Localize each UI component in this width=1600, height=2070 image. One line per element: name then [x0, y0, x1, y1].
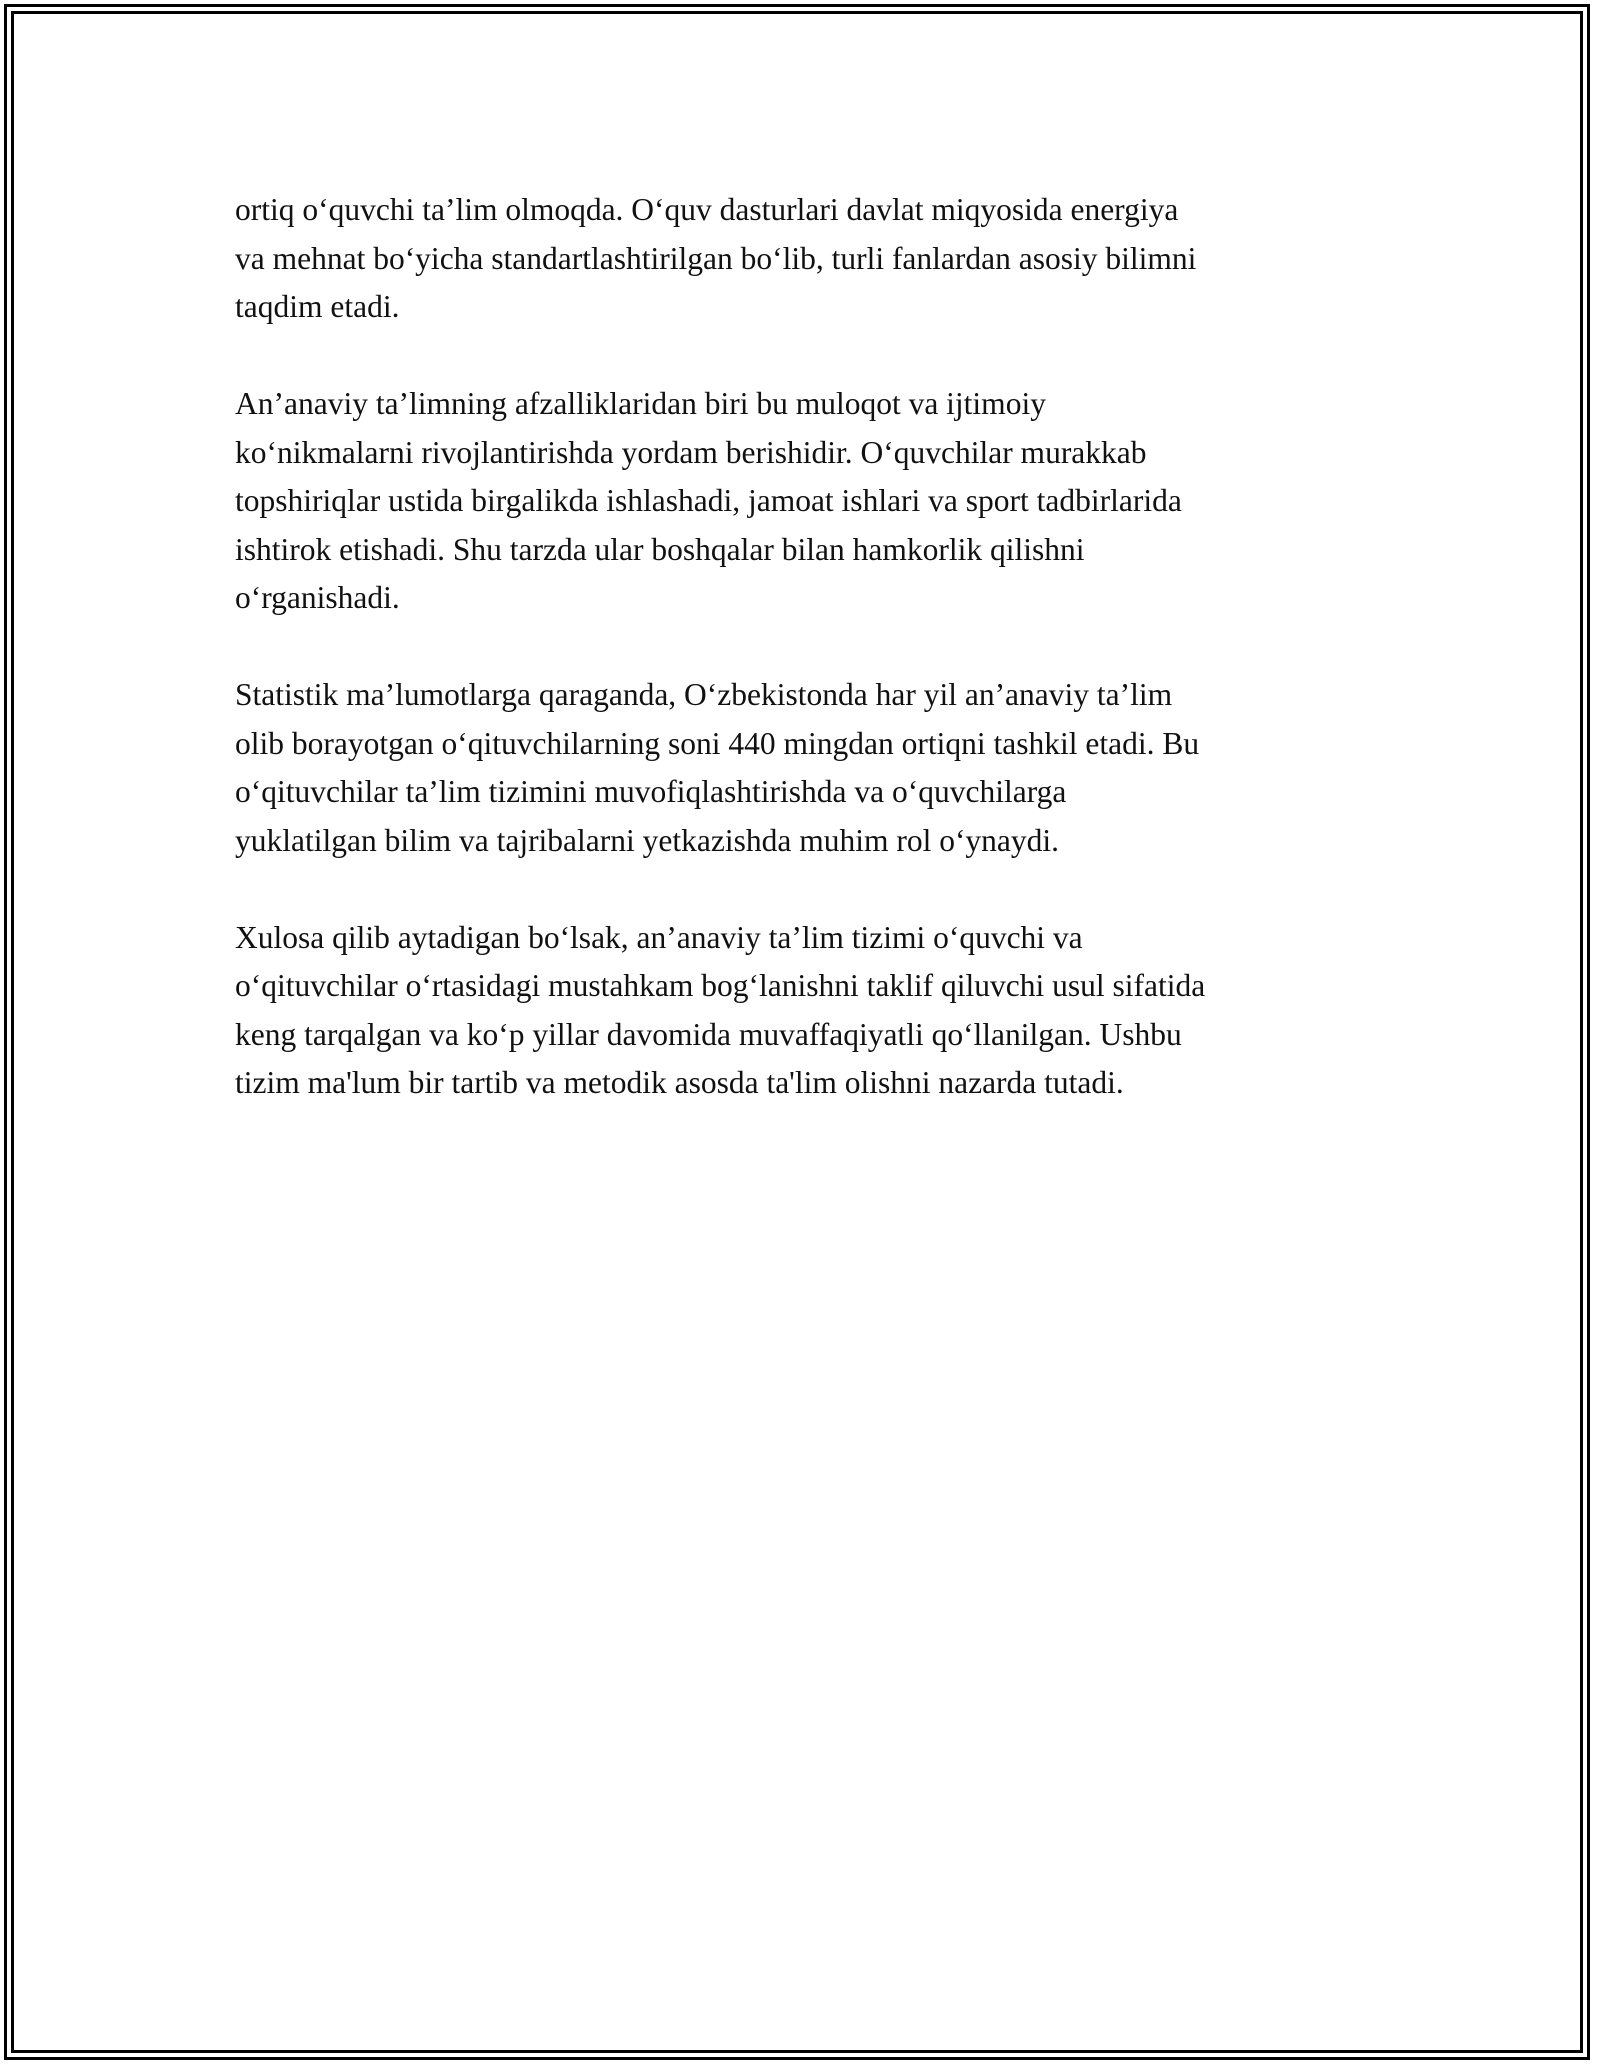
paragraph-2: An’anaviy ta’limning afzalliklaridan biri bu muloqot va ijtimoiy ko‘nikmalarni rivojlantirishda yordam berishidir. O‘quvchilar murakkab topshiriqlar ustida birgalikda ishlashadi, jamoat ishlari va sport tadbirlarida ishtirok etishadi. Shu tarzda ular boshqalar bilan hamkorlik qilishni o‘rganishadi.: [235, 386, 1182, 615]
paragraph-4: Xulosa qilib aytadigan bo‘lsak, an’anaviy ta’lim tizimi o‘quvchi va o‘qituvchilar o‘rtasidagi mustahkam bog‘lanishni taklif qiluvchi usul sifatida keng tarqalgan va ko‘p yillar davomida muvaffaqiyatli qo‘llanilgan. Ushbu tizim ma'lum bir tartib va metodik asosda ta'lim olishni nazarda tutadi.: [235, 919, 1206, 1100]
paragraph-3: Statistik ma’lumotlarga qaraganda, O‘zbekistonda har yil an’anaviy ta’lim olib borayotgan o‘qituvchilarning soni 440 mingdan ortiqni tashkil etadi. Bu o‘qituvchilar ta’lim tizimini muvofiqlashtirishda va o‘quvchilarga yuklatilgan bilim va tajribalarni yetkazishda muhim rol o‘ynaydi.: [235, 677, 1200, 858]
paragraph-1: ortiq o‘quvchi ta’lim olmoqda. O‘quv dasturlari davlat miqyosida energiya va mehnat bo‘yicha standartlashtirilgan bo‘lib, turli fanlardan asosiy bilimni taqdim etadi.: [235, 192, 1197, 324]
document-body: [235, 186, 1375, 1156]
